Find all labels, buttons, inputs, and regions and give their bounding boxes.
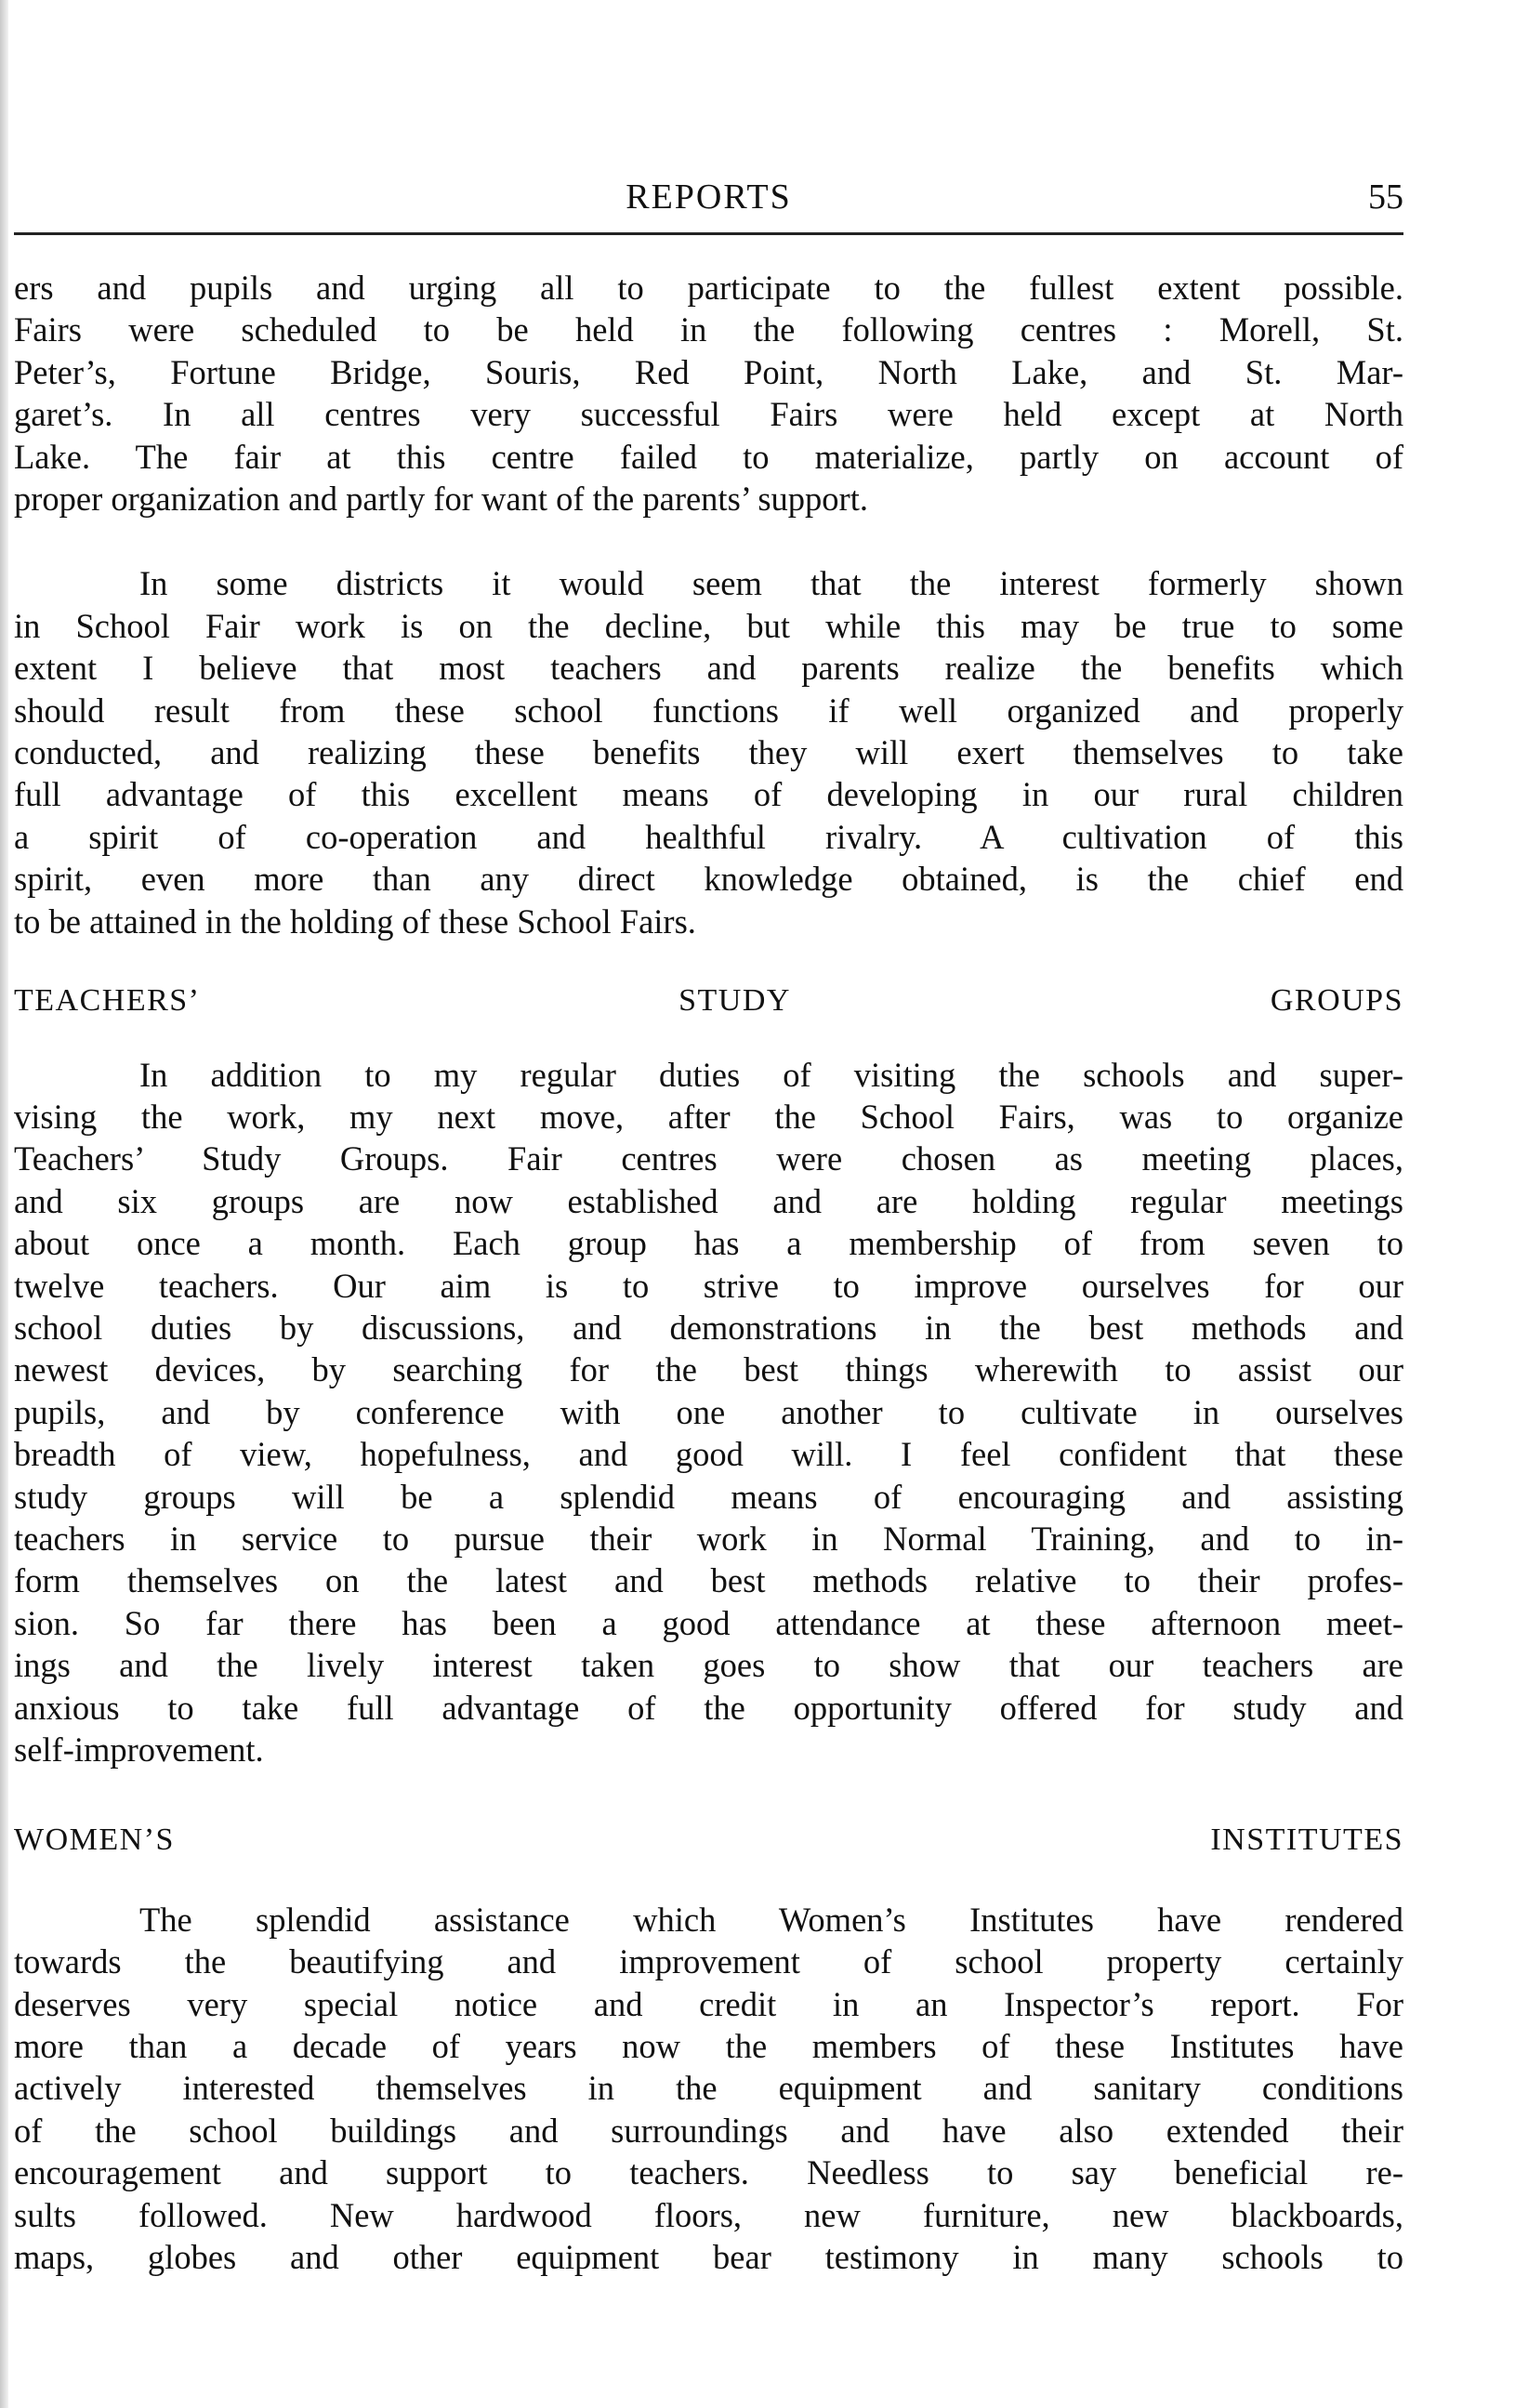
text-line: Peter’s, Fortune Bridge, Souris, Red Point, North Lake, and St. Mar- (14, 352, 1403, 391)
running-header (14, 177, 1403, 235)
text-line: a spirit of co-operation and healthful rivalry. A cultivation of this (14, 817, 1403, 856)
text-line: anxious to take full advantage of the opportunity offered for study and (14, 1688, 1403, 1727)
text-line: deserves very special notice and credit in an Inspector’s report. For (14, 1984, 1403, 2023)
text-line: breadth of view, hopefulness, and good will. I feel confident that these (14, 1435, 1403, 1474)
text-line: The splendid assistance which Women’s Institutes have rendered (139, 1900, 1403, 1939)
text-line: sults followed. New hardwood floors, new furniture, new blackboards, (14, 2195, 1403, 2234)
text-line: of the school buildings and surroundings and have also extended their (14, 2111, 1403, 2150)
text-line: In some districts it would seem that the interest formerly shown (139, 564, 1403, 603)
text-line: school duties by discussions, and demonstrations in the best methods and (14, 1308, 1403, 1347)
page-body (14, 267, 1403, 2278)
text-line: maps, globes and other equipment bear testimony in many schools to (14, 2238, 1403, 2277)
text-line: should result from these school functions if well organized and properly (14, 691, 1403, 730)
text-line: towards the beautifying and improvement of school property certainly (14, 1942, 1403, 1981)
text-line: extent I believe that most teachers and parents realize the benefits which (14, 649, 1403, 688)
text-line: ers and pupils and urging all to participate to the fullest extent possible. (14, 269, 1403, 307)
section-heading-womens-institutes: WOMEN’S INSTITUTES (14, 1822, 1403, 1858)
text-line: self-improvement. (14, 1730, 264, 1769)
text-line: pupils, and by conference with one another to cultivate in ourselves (14, 1392, 1403, 1431)
text-line: newest devices, by searching for the best things wherewith to assist our (14, 1350, 1403, 1389)
text-line: Lake. The fair at this centre failed to materialize, partly on account of (14, 437, 1403, 476)
text-line: vising the work, my next move, after the School Fairs, was to organize (14, 1097, 1403, 1136)
text-line: form themselves on the latest and best methods relative to their profes- (14, 1561, 1403, 1600)
text-line: teachers in service to pursue their work in Normal Training, and to in- (14, 1519, 1403, 1558)
text-line: proper organization and partly for want of the parents’ support. (14, 480, 868, 519)
text-line: In addition to my regular duties of visiting the schools and super- (139, 1055, 1403, 1094)
text-line: about once a month. Each group has a membership of from seven to (14, 1224, 1403, 1263)
text-line: encouragement and support to teachers. Needless to say beneficial re- (14, 2153, 1403, 2192)
paragraph-school-fair-interest (14, 562, 1403, 942)
section-heading-study-groups: TEACHERS’ STUDY GROUPS (14, 983, 1403, 1019)
text-line: spirit, even more than any direct knowledge obtained, is the chief end (14, 860, 1403, 899)
text-line: garet’s. In all centres very successful Fairs were held except at North (14, 395, 1403, 434)
text-line: Teachers’ Study Groups. Fair centres were chosen as meeting places, (14, 1139, 1403, 1178)
page-edge-shadow (0, 0, 8, 2408)
text-line: conducted, and realizing these benefits they will exert themselves to take (14, 733, 1403, 772)
paragraph-womens-institutes (14, 1899, 1403, 2279)
text-line: full advantage of this excellent means of developing in our rural children (14, 775, 1403, 814)
text-line: and six groups are now established and are holding regular meetings (14, 1181, 1403, 1220)
text-line: in School Fair work is on the decline, but while this may be true to some (14, 606, 1403, 645)
text-line: Fairs were scheduled to be held in the following centres : Morell, St. (14, 310, 1403, 349)
text-line: to be attained in the holding of these School Fairs. (14, 901, 696, 941)
text-line: actively interested themselves in the equipment and sanitary conditions (14, 2069, 1403, 2108)
text-line: ings and the lively interest taken goes to show that our teachers are (14, 1646, 1403, 1685)
text-line: sion. So far there has been a good attendance at these afternoon meet- (14, 1603, 1403, 1642)
paragraph-fairs-centres (14, 267, 1403, 520)
text-line: study groups will be a splendid means of encouraging and assisting (14, 1477, 1403, 1516)
paragraph-study-groups (14, 1054, 1403, 1771)
running-header-title: REPORTS (626, 178, 792, 217)
text-line: twelve teachers. Our aim is to strive to improve ourselves for our (14, 1266, 1403, 1305)
page-number: 55 (1368, 178, 1403, 217)
text-line: more than a decade of years now the members of these Institutes have (14, 2027, 1403, 2066)
